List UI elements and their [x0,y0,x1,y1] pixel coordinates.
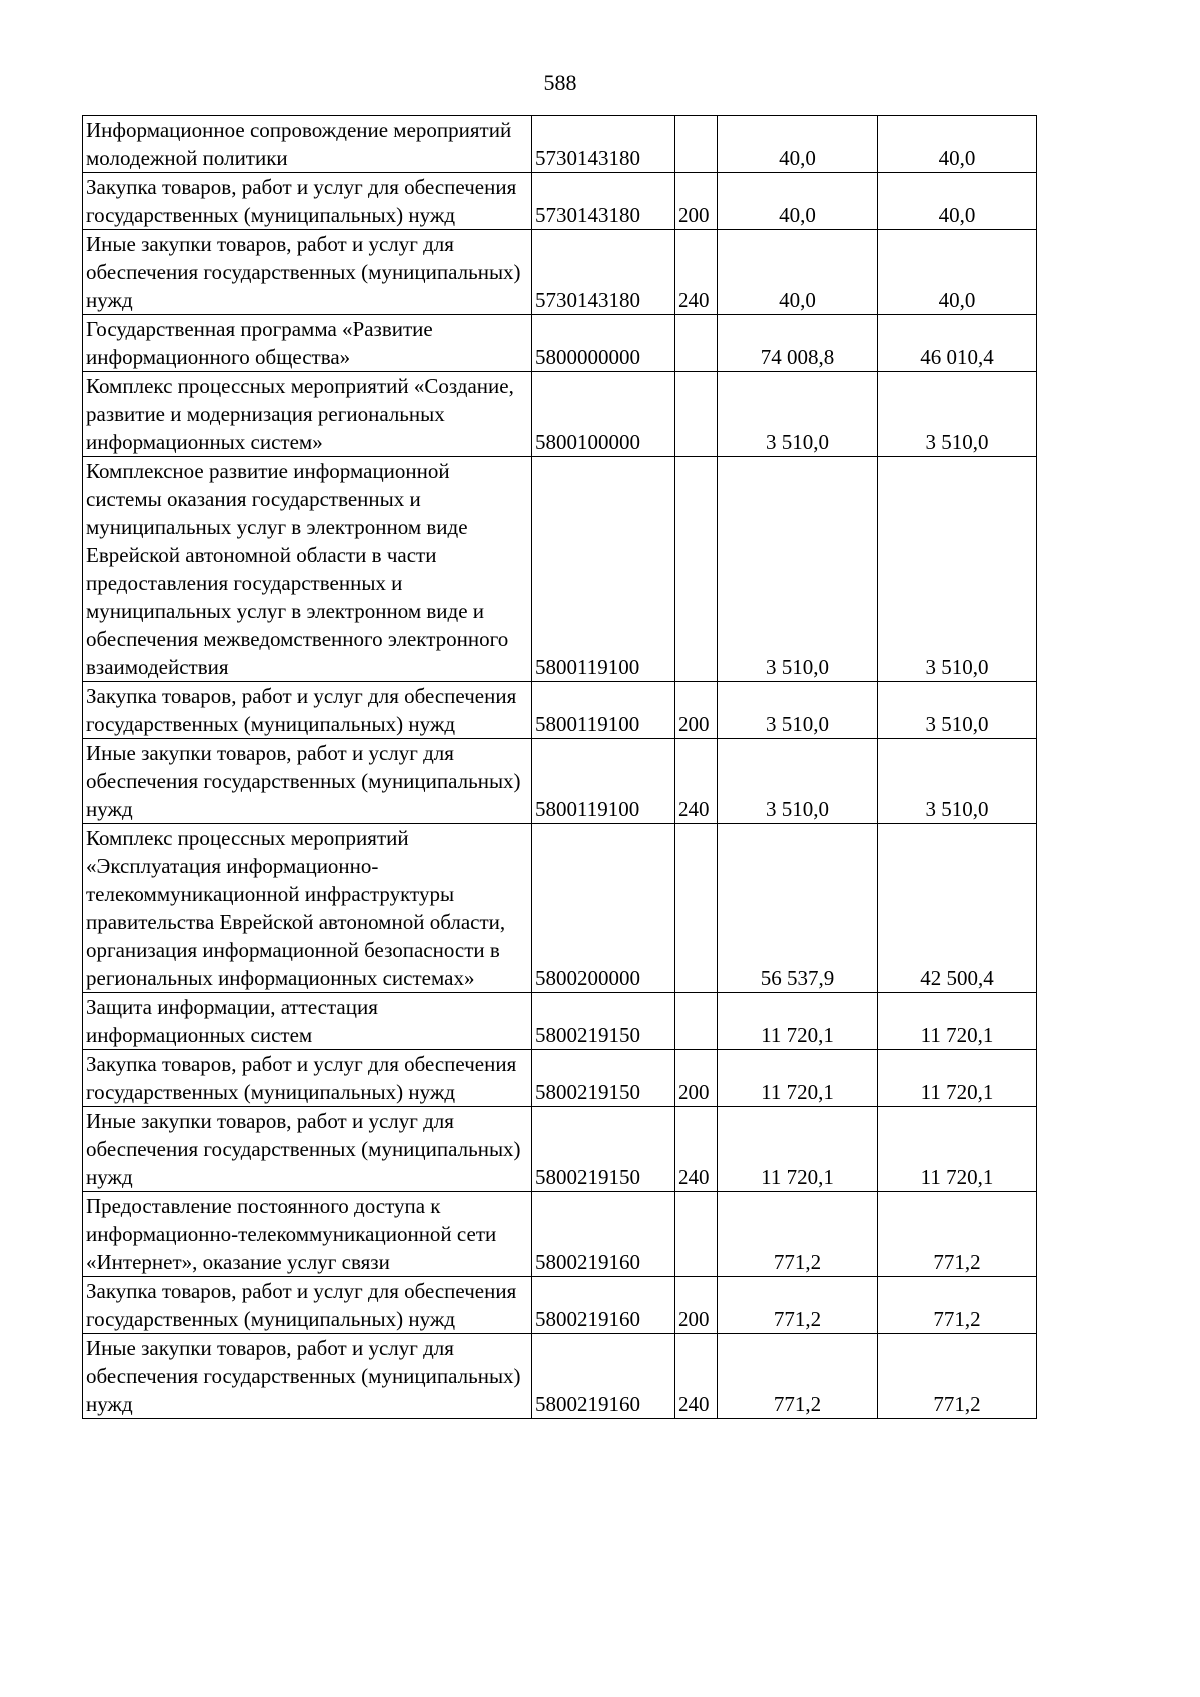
row-amount-2-cell: 3 510,0 [878,739,1037,824]
row-code-cell: 5800000000 [532,315,675,372]
row-amount-2-cell: 11 720,1 [878,1050,1037,1107]
row-amount-1-cell: 11 720,1 [718,993,878,1050]
row-name-cell: Иные закупки товаров, работ и услуг для обеспечения государственных (муниципальных) нужд [83,1334,532,1419]
row-expense-type-cell: 240 [675,230,718,315]
row-amount-2-cell: 11 720,1 [878,1107,1037,1192]
row-expense-type-cell [675,315,718,372]
row-amount-1-cell: 3 510,0 [718,739,878,824]
row-amount-2-cell: 40,0 [878,230,1037,315]
row-expense-type-cell: 200 [675,682,718,739]
row-expense-type-cell [675,993,718,1050]
row-expense-type-cell [675,824,718,993]
row-amount-1-cell: 771,2 [718,1277,878,1334]
table-row [83,739,1037,824]
table-row [83,315,1037,372]
row-expense-type-cell: 200 [675,1050,718,1107]
row-amount-1-cell: 74 008,8 [718,315,878,372]
row-amount-1-cell: 3 510,0 [718,372,878,457]
row-code-cell: 5800119100 [532,457,675,682]
table-row [83,372,1037,457]
row-amount-2-cell: 771,2 [878,1192,1037,1277]
page-number: 588 [543,70,577,95]
row-code-cell: 5800219150 [532,993,675,1050]
row-name-cell: Защита информации, аттестация информационных систем [83,993,532,1050]
row-code-cell: 5800119100 [532,739,675,824]
row-code-cell: 5800219160 [532,1277,675,1334]
row-expense-type-cell: 200 [675,173,718,230]
row-amount-1-cell: 40,0 [718,230,878,315]
table-row [83,1050,1037,1107]
row-amount-2-cell: 3 510,0 [878,682,1037,739]
table-row [83,1192,1037,1277]
table-row [83,173,1037,230]
row-amount-2-cell: 40,0 [878,173,1037,230]
row-amount-2-cell: 11 720,1 [878,993,1037,1050]
table-row [83,824,1037,993]
row-amount-2-cell: 3 510,0 [878,372,1037,457]
table-row [83,993,1037,1050]
table-row [83,230,1037,315]
row-amount-1-cell: 3 510,0 [718,682,878,739]
row-expense-type-cell [675,457,718,682]
row-amount-1-cell: 771,2 [718,1192,878,1277]
row-name-cell: Государственная программа «Развитие информационного общества» [83,315,532,372]
row-expense-type-cell: 200 [675,1277,718,1334]
row-code-cell: 5800219160 [532,1192,675,1277]
row-amount-2-cell: 771,2 [878,1334,1037,1419]
budget-table [82,115,1037,1419]
row-amount-1-cell: 11 720,1 [718,1050,878,1107]
row-name-cell: Иные закупки товаров, работ и услуг для обеспечения государственных (муниципальных) нужд [83,1107,532,1192]
row-name-cell: Иные закупки товаров, работ и услуг для обеспечения государственных (муниципальных) нужд [83,739,532,824]
row-code-cell: 5730143180 [532,116,675,173]
row-name-cell: Закупка товаров, работ и услуг для обеспечения государственных (муниципальных) нужд [83,173,532,230]
row-name-cell: Иные закупки товаров, работ и услуг для обеспечения государственных (муниципальных) нужд [83,230,532,315]
row-name-cell: Комплекс процессных мероприятий «Создание, развитие и модернизация региональных информационных систем» [83,372,532,457]
table-row [83,457,1037,682]
row-expense-type-cell [675,1192,718,1277]
row-expense-type-cell: 240 [675,1334,718,1419]
row-name-cell: Закупка товаров, работ и услуг для обеспечения государственных (муниципальных) нужд [83,682,532,739]
table-row [83,682,1037,739]
row-amount-2-cell: 42 500,4 [878,824,1037,993]
budget-table-body [83,116,1037,1419]
row-code-cell: 5730143180 [532,173,675,230]
row-expense-type-cell [675,116,718,173]
row-amount-1-cell: 40,0 [718,116,878,173]
row-code-cell: 5800200000 [532,824,675,993]
row-name-cell: Комплекс процессных мероприятий «Эксплуатация информационно-телекоммуникационной инфраструктуры правительства Еврейской автономной области, организация информационной безопасности в региональных информационных системах» [83,824,532,993]
row-expense-type-cell: 240 [675,1107,718,1192]
row-amount-1-cell: 40,0 [718,173,878,230]
table-row [83,1277,1037,1334]
row-code-cell: 5800219150 [532,1050,675,1107]
row-expense-type-cell: 240 [675,739,718,824]
row-code-cell: 5730143180 [532,230,675,315]
row-amount-1-cell: 771,2 [718,1334,878,1419]
row-amount-1-cell: 11 720,1 [718,1107,878,1192]
table-row [83,1107,1037,1192]
row-amount-2-cell: 40,0 [878,116,1037,173]
row-code-cell: 5800219160 [532,1334,675,1419]
row-amount-1-cell: 3 510,0 [718,457,878,682]
row-amount-2-cell: 3 510,0 [878,457,1037,682]
row-code-cell: 5800119100 [532,682,675,739]
row-name-cell: Комплексное развитие информационной системы оказания государственных и муниципальных услуг в электронном виде Еврейской автономной области в части предоставления государственных и муниципальных услуг в электронном виде и обеспечения межведомственного электронного взаимодействия [83,457,532,682]
row-name-cell: Информационное сопровождение мероприятий молодежной политики [83,116,532,173]
table-row [83,1334,1037,1419]
row-amount-1-cell: 56 537,9 [718,824,878,993]
row-expense-type-cell [675,372,718,457]
row-name-cell: Закупка товаров, работ и услуг для обеспечения государственных (муниципальных) нужд [83,1050,532,1107]
row-code-cell: 5800100000 [532,372,675,457]
row-name-cell: Закупка товаров, работ и услуг для обеспечения государственных (муниципальных) нужд [83,1277,532,1334]
row-code-cell: 5800219150 [532,1107,675,1192]
table-row [83,116,1037,173]
row-amount-2-cell: 771,2 [878,1277,1037,1334]
row-amount-2-cell: 46 010,4 [878,315,1037,372]
row-name-cell: Предоставление постоянного доступа к информационно-телекоммуникационной сети «Интернет», оказание услуг связи [83,1192,532,1277]
